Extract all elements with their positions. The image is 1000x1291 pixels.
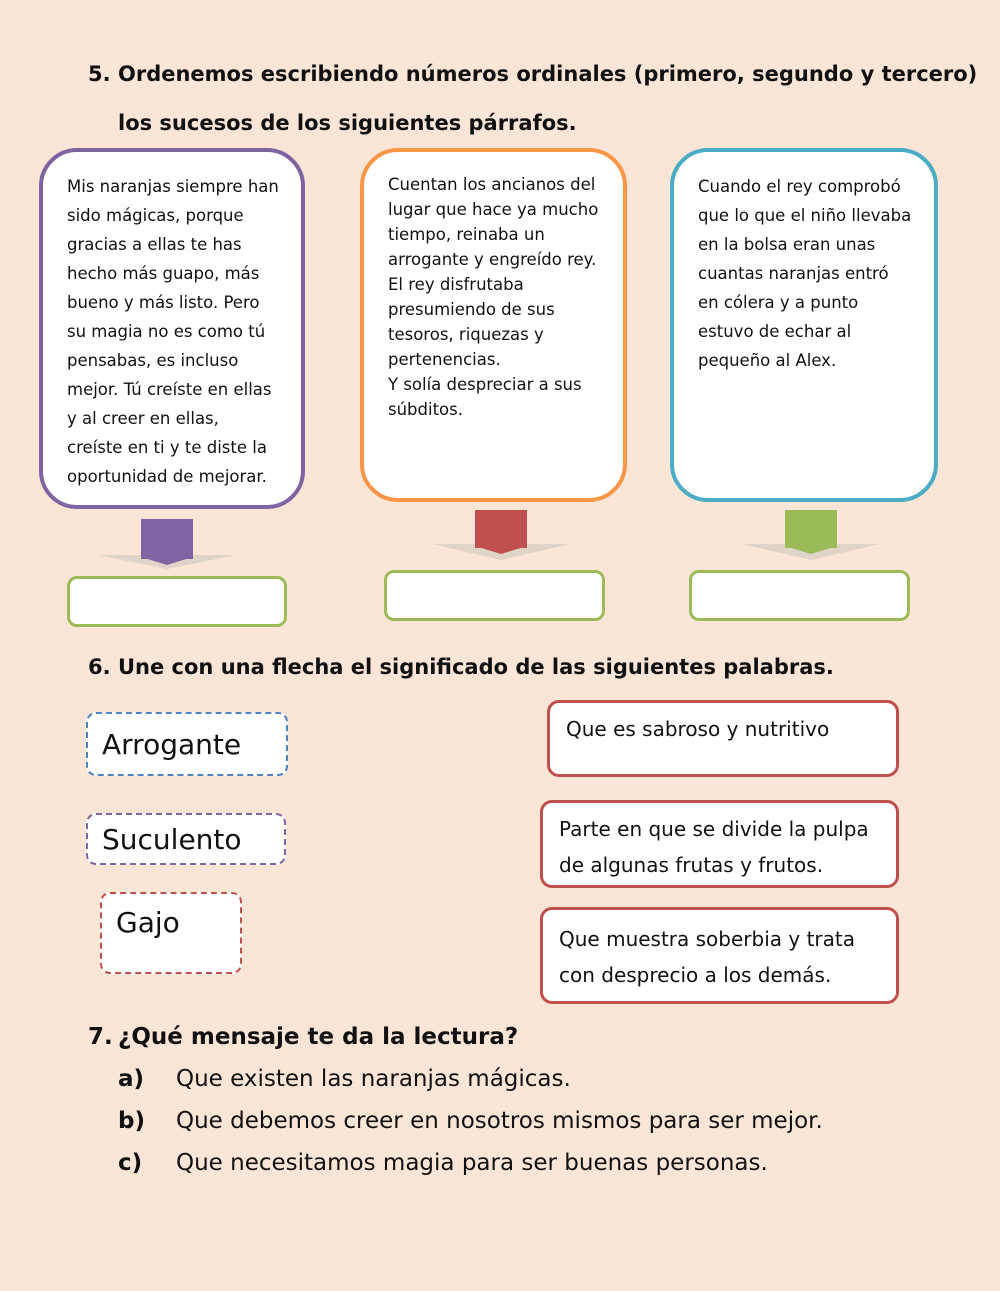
answer-box-3[interactable] xyxy=(689,570,910,621)
option-c-text: Que necesitamos magia para ser buenas personas. xyxy=(176,1150,768,1176)
q5-instruction-line1: Ordenemos escribiendo números ordinales (primero, segundo y tercero) xyxy=(118,62,978,86)
answer-box-2[interactable] xyxy=(384,570,605,621)
option-b-letter: b) xyxy=(118,1108,145,1134)
option-c[interactable] xyxy=(118,1150,768,1176)
down-arrow-icon-3 xyxy=(738,508,884,562)
definition-box-3[interactable] xyxy=(540,907,899,1004)
word-box-gajo[interactable] xyxy=(100,892,242,974)
definition-1-text: Que es sabroso y nutritivo xyxy=(566,717,830,741)
q5-instruction-line2: los sucesos de los siguientes párrafos. xyxy=(118,111,577,135)
down-arrow-icon-1 xyxy=(94,517,240,571)
option-c-letter: c) xyxy=(118,1150,143,1176)
word-box-suculento[interactable] xyxy=(86,813,286,865)
definition-3-text: Que muestra soberbia y trata con desprecio a los demás. xyxy=(559,927,855,987)
option-a[interactable] xyxy=(118,1066,571,1092)
word-box-arrogante[interactable] xyxy=(86,712,288,776)
definition-2-text: Parte en que se divide la pulpa de algunas frutas y frutos. xyxy=(559,817,869,877)
definition-box-1[interactable] xyxy=(547,700,899,777)
paragraph-card-1-text: Mis naranjas siempre han sido mágicas, porque gracias a ellas te has hecho más guapo, más bueno y más listo. Pero su magia no es como tú pensabas, es incluso mejor. Tú creíste en ellas y al creer en ellas, creíste en ti y te diste la oportunidad de mejorar. xyxy=(67,177,279,486)
paragraph-card-3-text: Cuando el rey comprobó que lo que el niño llevaba en la bolsa eran unas cuantas naranjas entró en cólera y a punto estuvo de echar al pequeño al Alex. xyxy=(698,177,912,370)
paragraph-card-1 xyxy=(39,148,305,509)
definition-box-2[interactable] xyxy=(540,800,899,888)
word-gajo: Gajo xyxy=(116,906,180,939)
option-b[interactable] xyxy=(118,1108,823,1134)
option-a-text: Que existen las naranjas mágicas. xyxy=(176,1066,571,1092)
q6-number: 6. xyxy=(88,655,111,679)
paragraph-card-2 xyxy=(360,148,627,502)
word-suculento: Suculento xyxy=(102,822,242,856)
option-b-text: Que debemos creer en nosotros mismos para ser mejor. xyxy=(176,1108,823,1134)
q7-number: 7. xyxy=(88,1024,113,1050)
paragraph-card-3 xyxy=(670,148,938,502)
word-arrogante: Arrogante xyxy=(102,727,242,761)
q6-instruction: Une con una flecha el significado de las siguientes palabras. xyxy=(118,655,834,679)
q7-question: ¿Qué mensaje te da la lectura? xyxy=(118,1024,519,1050)
option-a-letter: a) xyxy=(118,1066,145,1092)
answer-box-1[interactable] xyxy=(67,576,287,627)
paragraph-card-2-text: Cuentan los ancianos del lugar que hace ya mucho tiempo, reinaba un arrogante y engreído rey. El rey disfrutaba presumiendo de sus tesoros, riquezas y pertenencias. Y solía despreciar a sus súbditos. xyxy=(388,175,599,419)
q5-number: 5. xyxy=(88,62,111,86)
down-arrow-icon-2 xyxy=(428,508,574,562)
